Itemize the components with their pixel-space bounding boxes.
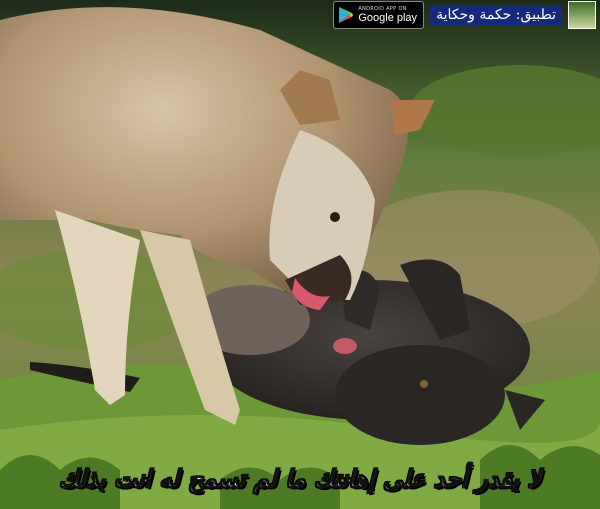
app-icon <box>568 1 596 29</box>
top-banner <box>333 0 600 30</box>
google-play-badge[interactable] <box>333 1 424 29</box>
app-name: تطبيق: حكمة وحكاية <box>430 5 562 25</box>
quote-caption: لا يقدر أحد على إهانتك ما لم تسمح له انت بذلك <box>58 464 542 493</box>
google-play-icon <box>338 6 354 24</box>
badge-small-text: ANDROID APP ON <box>358 5 407 12</box>
badge-big-text: Google play <box>358 11 418 24</box>
